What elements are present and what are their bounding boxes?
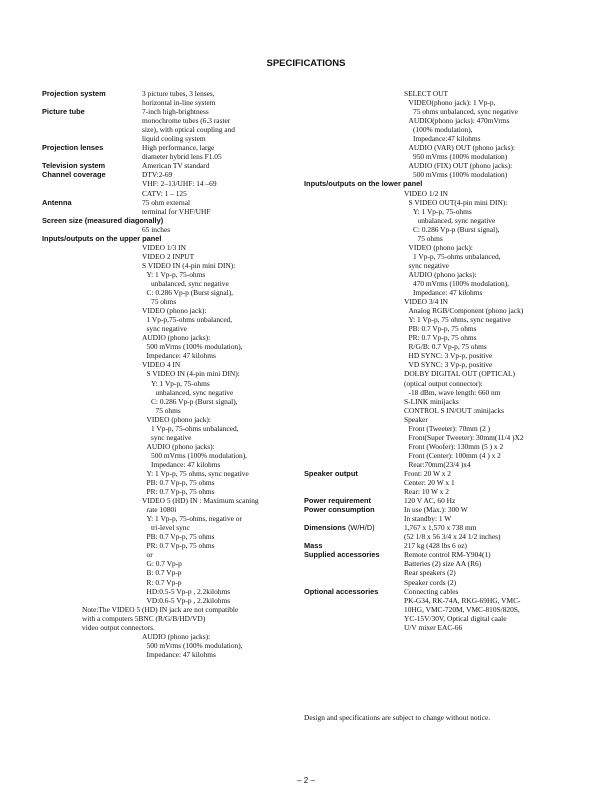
spec-label-text: Supplied accessories xyxy=(304,550,380,560)
spec-value-line: Note:The VIDEO 5 (HD) IN jack are not compatible xyxy=(82,604,239,614)
spec-value-line: VHF: 2–13/UHF: 14 –69 xyxy=(142,179,217,189)
spec-value-line: American TV standard xyxy=(142,161,210,171)
spec-value-line: Impedance: 47 kilohms xyxy=(413,288,483,298)
spec-value-line: Y: 1 Vp-p, 75 ohms, sync negative xyxy=(146,468,249,478)
spec-value-line: PB: 0.7 Vp-p, 75 ohms xyxy=(408,324,477,334)
spec-value-line: size), with optical coupling and xyxy=(142,125,235,135)
spec-value-line: sync negative xyxy=(146,324,187,334)
spec-label-text: Screen size xyxy=(42,215,83,225)
spec-value-line: terminal for VHF/UHF xyxy=(142,206,211,216)
spec-row xyxy=(42,107,300,143)
spec-value-line: 120 V AC, 60 Hz xyxy=(404,496,456,506)
spec-value-line: Front(Super Tweeter): 30mm(11/4 )X2 xyxy=(408,432,524,442)
spec-value-line: DOLBY DIGITAL OUT (OPTICAL) xyxy=(404,369,516,379)
spec-row xyxy=(304,541,574,550)
spec-label-text: Power requirement xyxy=(304,496,371,506)
spec-value-line: High performance, large xyxy=(142,143,215,153)
spec-value-line: U/V mixer EAC-66 xyxy=(404,622,463,632)
spec-values xyxy=(142,143,300,161)
spec-values xyxy=(142,198,300,216)
spec-row xyxy=(42,89,300,107)
spec-value-line: Front (Woofer): 130mm (5 ) x 2 xyxy=(408,441,504,451)
spec-label xyxy=(42,234,300,243)
spec-value-line: Y: 1 Vp-p, 75 ohms, sync negative xyxy=(408,315,511,325)
spec-label-qualifier: (W/H/D) xyxy=(345,523,375,533)
spec-values xyxy=(142,161,300,170)
spec-value-line: DTV:2-69 xyxy=(142,170,173,180)
spec-row xyxy=(304,505,574,523)
spec-value-line: 75 ohms unbalanced, sync negative xyxy=(413,107,518,117)
spec-values xyxy=(142,225,300,234)
page-number: – 2 – xyxy=(297,776,315,785)
spec-value-line: PR: 0.7 Vp-p, 75 ohms xyxy=(146,487,215,497)
spec-value-line: VIDEO(phono jack): 1 Vp-p, xyxy=(408,98,496,108)
spec-value-line: PR: 0.7 Vp-p, 75 ohms xyxy=(408,333,477,343)
spec-value-line: S VIDEO IN (4-pin mini DIN): xyxy=(142,260,236,270)
footer-note: Design and specifications are subject to change without notice. xyxy=(304,713,491,722)
spec-values xyxy=(142,170,300,197)
spec-values xyxy=(404,505,574,523)
spec-value-line: VIDEO 1/3 IN xyxy=(142,242,186,252)
spec-row xyxy=(304,523,574,541)
spec-values xyxy=(404,550,574,586)
spec-value-line: PB: 0.7 Vp-p, 75 ohms xyxy=(146,532,215,542)
spec-value-line: PR: 0.7 Vp-p, 75 ohms xyxy=(146,541,215,551)
spec-value-line: Remote control RM-Y904(1) xyxy=(404,550,491,560)
spec-row xyxy=(42,234,300,659)
spec-value-line: sync negative xyxy=(408,260,449,270)
spec-value-line: CATV: 1 – 125 xyxy=(142,188,187,198)
spec-value-line: VIDEO 1/2 IN xyxy=(404,188,448,198)
spec-label xyxy=(304,505,375,514)
spec-value-line: Y: 1 Vp-p, 75-ohms, negative or xyxy=(146,514,242,524)
left-spec-column xyxy=(42,89,300,659)
spec-row xyxy=(304,469,574,496)
spec-label xyxy=(304,541,323,550)
spec-label-text: Mass xyxy=(304,541,323,551)
spec-label xyxy=(42,143,103,152)
spec-value-line: diameter hybrid lens F1.05 xyxy=(142,152,222,162)
spec-value-line: 3 picture tubes, 3 lenses, xyxy=(142,89,215,98)
spec-value-line: 75 ohms xyxy=(155,405,181,415)
spec-value-line: G: 0.7 Vp-p xyxy=(146,559,182,569)
spec-value-line: 500 mVrms (100% modulation), xyxy=(146,342,243,352)
spec-value-line: 1 Vp-p, 75-ohms unbalanced, xyxy=(413,251,501,261)
spec-value-line: R/G/B: 0.7 Vp-p, 75 ohms xyxy=(408,342,487,352)
spec-value-line: rate 1080i xyxy=(146,505,177,515)
spec-value-line: Y: 1 Vp-p, 75-ohms xyxy=(413,206,472,216)
spec-value-line: B: 0.7 Vp-p xyxy=(146,568,182,578)
spec-value-line: unbalanced, sync negative xyxy=(151,278,229,288)
spec-label-text: Dimensions xyxy=(304,523,346,533)
spec-label xyxy=(42,198,72,207)
spec-value-line: with a computers 5BNC (R/G/B/HD/VD) xyxy=(82,613,206,623)
page-title: SPECIFICATIONS xyxy=(266,58,346,69)
spec-values xyxy=(404,587,574,632)
spec-value-line: Rear speakers (2) xyxy=(404,568,456,578)
spec-value-line: In standby: 1 W xyxy=(404,514,452,524)
spec-row xyxy=(42,198,300,216)
spec-values xyxy=(404,523,574,541)
spec-value-line: 75 ohms xyxy=(417,233,443,243)
spec-value-line: Y: 1 Vp-p, 75-ohms xyxy=(151,378,210,388)
spec-value-line: Speaker xyxy=(404,414,428,424)
spec-label xyxy=(304,496,371,505)
spec-row xyxy=(42,170,300,197)
spec-value-line: 1 Vp-p, 75-ohms unbalanced, xyxy=(151,423,239,433)
spec-value-line: video output connectors. xyxy=(82,622,155,632)
spec-value-line: VD:0.6-5 Vp-p , 2.2kilohms xyxy=(146,595,231,605)
spec-value-line: S VIDEO IN (4-pin mini DIN): xyxy=(146,369,240,379)
spec-values xyxy=(82,242,300,659)
spec-value-line: -18 dBm, wave length: 660 nm xyxy=(408,387,501,397)
spec-value-line: VIDEO (phono jack): xyxy=(146,414,211,424)
spec-label-text: Channel coverage xyxy=(42,170,106,180)
spec-value-line: Impedance: 47 kilohms xyxy=(151,459,221,469)
spec-value-line: horizontal in-line system xyxy=(142,98,216,108)
spec-value-line: AUDIO (phono jacks): xyxy=(408,269,477,279)
spec-value-line: AUDIO (phono jacks): xyxy=(146,441,215,451)
spec-value-line: AUDIO (FIX) OUT (phono jacks): xyxy=(408,161,513,171)
spec-label-text: Television system xyxy=(42,161,106,171)
spec-row xyxy=(42,216,300,234)
spec-value-line: HD:0.5-5 Vp-p , 2.2kilohms xyxy=(146,586,231,596)
spec-value-line: 470 mVrms (100% modulation), xyxy=(413,278,510,288)
spec-value-line: VIDEO 4 IN xyxy=(142,360,181,370)
spec-value-line: liquid cooling system xyxy=(142,134,206,144)
spec-label-text: Picture tube xyxy=(42,107,85,117)
spec-value-line: sync negative xyxy=(151,432,192,442)
spec-value-line: VIDEO 5 (HD) IN : Maximum scaning xyxy=(142,496,259,506)
spec-label-text: Inputs/outputs on the lower panel xyxy=(304,179,423,189)
spec-value-line: Y: 1 Vp-p, 75-ohms xyxy=(146,269,206,279)
spec-value-line: Impedance:47 kilohms xyxy=(413,134,481,144)
spec-value-line: CONTROL S IN/OUT :minijacks xyxy=(404,405,504,415)
spec-label-text: Inputs/outputs on the upper panel xyxy=(42,233,162,243)
spec-value-line: (100% modulation), xyxy=(413,125,473,135)
spec-values xyxy=(404,189,574,469)
spec-value-line: R: 0.7 Vp-p xyxy=(146,577,182,587)
spec-value-line: 75 ohms xyxy=(151,297,177,307)
spec-value-line: VIDEO (phono jack): xyxy=(142,306,207,316)
spec-values xyxy=(404,496,574,505)
spec-value-line: unbalanced, sync negative xyxy=(155,387,234,397)
spec-value-line: 500 mVrms (100% modulation), xyxy=(151,450,248,460)
spec-value-line: or xyxy=(146,550,153,560)
spec-value-line: 65 inches xyxy=(142,224,171,234)
spec-value-line: C: 0.286 Vp-p (Burst signal), xyxy=(146,288,233,298)
spec-row xyxy=(304,550,574,586)
spec-label xyxy=(42,161,105,170)
spec-value-line: (52 1/8 x 56 3/4 x 24 1/2 inches) xyxy=(404,532,501,542)
spec-value-line: SELECT OUT xyxy=(404,89,449,98)
spec-label-text: Speaker output xyxy=(304,468,358,478)
spec-value-line: Connecting cables xyxy=(404,586,459,596)
spec-value-line: 1,767 x 1,570 x 738 mm xyxy=(404,523,477,533)
spec-label xyxy=(42,89,106,98)
spec-value-line: 10HG, VMC-720M, VMC-810S/820S, xyxy=(404,604,520,614)
spec-label xyxy=(304,179,574,188)
spec-label xyxy=(304,550,380,559)
spec-value-line: 500 mVrms (100% modulation), xyxy=(146,640,243,650)
spec-value-line: (optical output connector): xyxy=(404,378,483,388)
spec-value-line: Analog RGB/Component (phono jack) xyxy=(408,306,524,316)
spec-label-text: Projection lenses xyxy=(42,143,104,153)
spec-value-line: 950 mVrms (100% modulation) xyxy=(413,152,508,162)
spec-label-text: Antenna xyxy=(42,197,72,207)
spec-value-line: Batteries (2) size AA (R6) xyxy=(404,559,482,569)
spec-value-line: 500 mVrms (100% modulation) xyxy=(413,170,508,180)
spec-value-line: S VIDEO OUT(4-pin mini DIN): xyxy=(408,197,508,207)
spec-row xyxy=(42,143,300,161)
spec-value-line: 75 ohm external xyxy=(142,197,191,207)
spec-value-line: PB: 0.7 Vp-p, 75 ohms xyxy=(146,478,215,488)
spec-value-line: VD SYNC: 3 Vp-p, positive xyxy=(408,360,493,370)
spec-row xyxy=(304,496,574,505)
spec-value-line: C: 0.286 Vp-p (Burst signal), xyxy=(413,224,500,234)
spec-value-line: Front (Tweeter): 70mm (2 ) xyxy=(408,423,491,433)
spec-row xyxy=(304,89,574,179)
spec-value-line: VIDEO 3/4 IN xyxy=(404,297,448,307)
spec-label xyxy=(304,469,358,478)
spec-value-line: S-LINK minijacks xyxy=(404,396,459,406)
spec-value-line: Rear:70mm(23/4 )x4 xyxy=(408,459,471,469)
spec-value-line: Impedance: 47 kilohms xyxy=(146,649,216,659)
spec-value-line: Impedance: 47 kilohms xyxy=(146,351,216,361)
spec-value-line: AUDIO (phono jacks): xyxy=(142,631,211,641)
spec-value-line: AUDIO (phono jacks): xyxy=(142,333,211,343)
spec-values xyxy=(404,469,574,496)
spec-label-qualifier: (measured diagonally) xyxy=(82,215,164,225)
spec-value-line: VIDEO 2 INPUT xyxy=(142,251,195,261)
spec-value-line: AUDIO (VAR) OUT (phono jacks): xyxy=(408,143,515,153)
spec-label xyxy=(42,107,85,116)
spec-value-line: monochrome tubes (6.3 raster xyxy=(142,116,231,126)
spec-label xyxy=(304,523,375,532)
spec-value-line: 217 kg (428 lbs 6 oz) xyxy=(404,541,468,551)
spec-label xyxy=(42,170,106,179)
spec-label xyxy=(304,587,378,596)
spec-values xyxy=(404,89,574,179)
spec-value-line: tri-level sync xyxy=(151,523,190,533)
spec-values xyxy=(404,541,574,550)
spec-label xyxy=(42,216,300,225)
spec-row xyxy=(304,587,574,632)
spec-value-line: HD SYNC: 3 Vp-p, positive xyxy=(408,351,493,361)
spec-row xyxy=(42,161,300,170)
spec-value-line: VIDEO (phono jack): xyxy=(408,242,473,252)
spec-value-line: Speaker cords (2) xyxy=(404,577,457,587)
right-spec-column xyxy=(304,89,574,632)
spec-row xyxy=(304,179,574,469)
spec-label-text: Power consumption xyxy=(304,505,375,515)
spec-label-text: Optional accessories xyxy=(304,586,379,596)
spec-value-line: 1 Vp-p,75-ohms unbalanced, xyxy=(146,315,233,325)
spec-value-line: Center: 20 W x 1 xyxy=(404,478,455,488)
spec-value-line: 7-inch high-brightness xyxy=(142,107,209,117)
spec-values xyxy=(142,107,300,143)
spec-value-line: PK-G34, RK-74A, RKG-69HG, VMC- xyxy=(404,595,521,605)
spec-value-line: C: 0.286 Vp-p (Burst signal), xyxy=(151,396,238,406)
spec-label-text: Projection system xyxy=(42,89,106,98)
spec-value-line: YC-15V/30V, Optical digital caale xyxy=(404,613,507,623)
spec-value-line: Front: 20 W x 2 xyxy=(404,468,451,478)
spec-value-line: Front (Center): 100mm (4 ) x 2 xyxy=(408,450,501,460)
spec-value-line: AUDIO(phono jacks): 470mVrms xyxy=(408,116,510,126)
spec-value-line: unbalanced, sync negative xyxy=(417,215,496,225)
spec-values xyxy=(142,89,300,107)
spec-value-line: Rear: 10 W x 2 xyxy=(404,487,449,497)
spec-value-line: In use (Max.): 300 W xyxy=(404,505,468,515)
